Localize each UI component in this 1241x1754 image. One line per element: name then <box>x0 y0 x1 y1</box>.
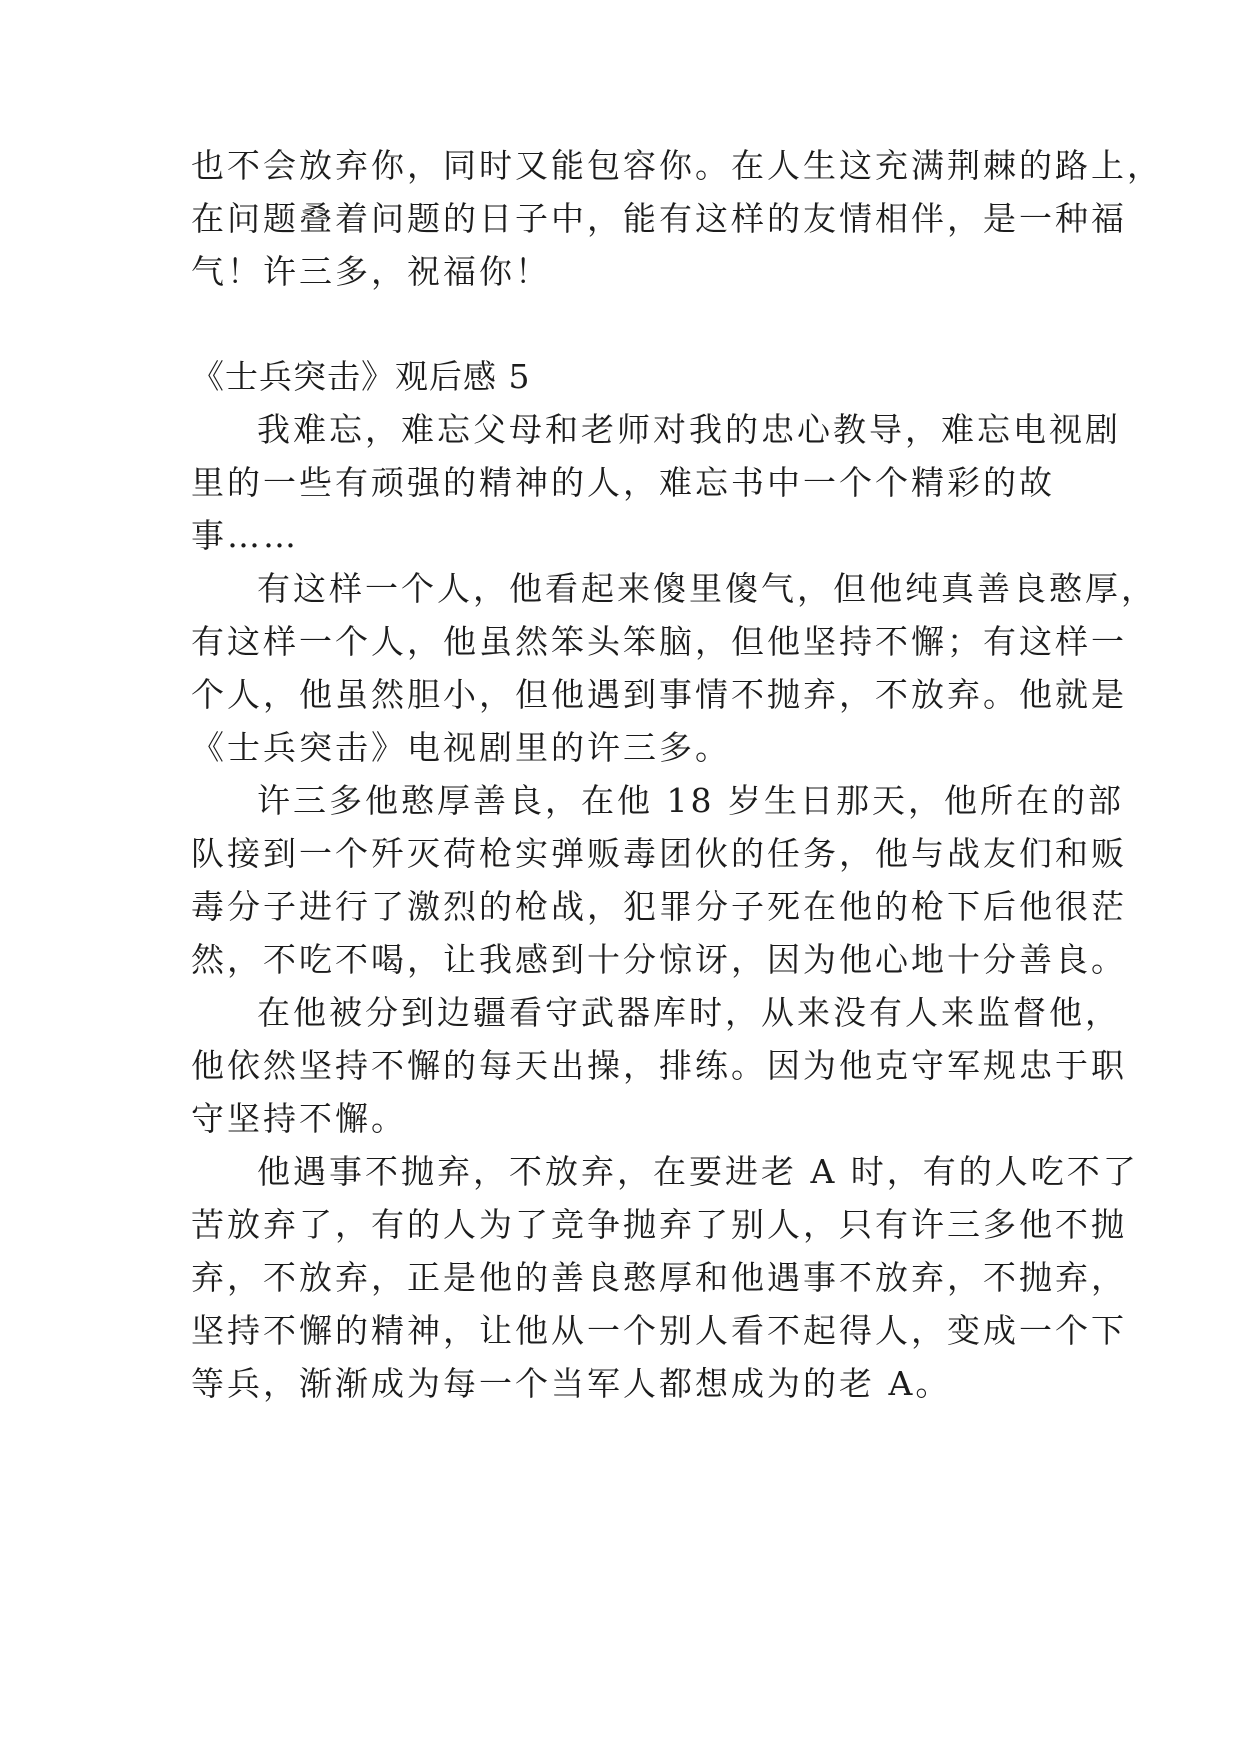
paragraph-1-line-1: 我难忘，难忘父母和老师对我的忠心教导，难忘电视剧 <box>257 410 1121 449</box>
paragraph-4-line-2: 他依然坚持不懈的每天出操，排练。因为他克守军规忠于职 <box>191 1046 1127 1085</box>
intro-line-1: 也不会放弃你，同时又能包容你。在人生这充满荆棘的路上， <box>191 146 1163 185</box>
paragraph-3-line-3: 毒分子进行了激烈的枪战，犯罪分子死在他的枪下后他很茫 <box>191 887 1127 926</box>
paragraph-2-line-4: 《士兵突击》电视剧里的许三多。 <box>191 728 731 767</box>
paragraph-5-line-4: 坚持不懈的精神，让他从一个别人看不起得人，变成一个下 <box>191 1311 1127 1350</box>
paragraph-4-line-1: 在他被分到边疆看守武器库时，从来没有人来监督他， <box>257 993 1121 1032</box>
paragraph-5-line-2: 苦放弃了，有的人为了竞争抛弃了别人，只有许三多他不抛 <box>191 1205 1127 1244</box>
paragraph-4-line-3: 守坚持不懈。 <box>191 1099 407 1138</box>
paragraph-2-line-2: 有这样一个人，他虽然笨头笨脑，但他坚持不懈；有这样一 <box>191 622 1127 661</box>
paragraph-3-line-1: 许三多他憨厚善良，在他 18 岁生日那天，他所在的部 <box>257 781 1124 820</box>
paragraph-5-line-1: 他遇事不抛弃，不放弃，在要进老 A 时，有的人吃不了 <box>257 1152 1139 1191</box>
intro-line-2: 在问题叠着问题的日子中，能有这样的友情相伴，是一种福 <box>191 199 1127 238</box>
paragraph-1-line-3: 事…… <box>191 516 299 555</box>
intro-line-3: 气！许三多，祝福你！ <box>191 252 551 291</box>
paragraph-2-line-1: 有这样一个人，他看起来傻里傻气，但他纯真善良憨厚， <box>257 569 1157 608</box>
paragraph-5-line-5: 等兵，渐渐成为每一个当军人都想成为的老 A。 <box>191 1364 952 1403</box>
paragraph-1-line-2: 里的一些有顽强的精神的人，难忘书中一个个精彩的故 <box>191 463 1055 502</box>
paragraph-5-line-3: 弃，不放弃，正是他的善良憨厚和他遇事不放弃，不抛弃， <box>191 1258 1127 1297</box>
paragraph-3-line-4: 然，不吃不喝，让我感到十分惊讶，因为他心地十分善良。 <box>191 940 1127 979</box>
paragraph-3-line-2: 队接到一个歼灭荷枪实弹贩毒团伙的任务，他与战友们和贩 <box>191 834 1127 873</box>
paragraph-2-line-3: 个人，他虽然胆小，但他遇到事情不抛弃，不放弃。他就是 <box>191 675 1127 714</box>
section-title: 《士兵突击》观后感 5 <box>191 357 531 396</box>
